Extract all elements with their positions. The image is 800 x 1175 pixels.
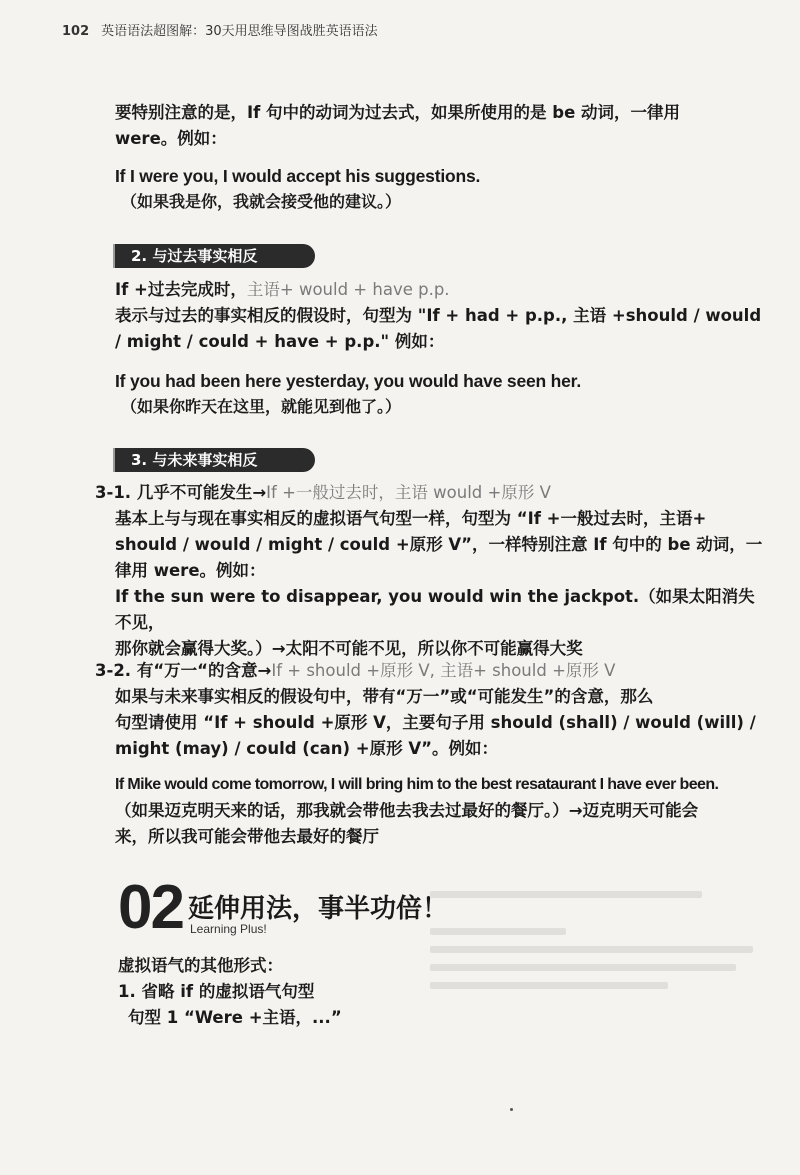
part-number: 02 — [118, 873, 183, 942]
formula-result: 主语+ would + have p.p. — [246, 280, 450, 299]
section-past-body — [115, 277, 770, 355]
subsection-3-2-line1: 如果与未来事实相反的假设句中，带有“万一”或“可能发生”的含意，那么 — [115, 687, 654, 706]
part-02-body — [118, 953, 773, 1031]
subsection-3-2-example — [115, 772, 770, 850]
subsection-3-1-line2: should / would / might / could +原形 V”，一样特别注意 If 句中的 be 动词，一 — [115, 535, 763, 554]
subsection-3-2-line3: might (may) / could (can) +原形 V”。例如： — [115, 739, 498, 758]
section-past-desc-line1: 表示与过去的事实相反的假设时，句型为 "If + had + p.p., 主语 +should / would — [115, 306, 762, 325]
subsection-3-2-example-chinese-line1: （如果迈克明天来的话，那我就会带他去我去过最好的餐厅。）→迈克明天可能会 — [115, 801, 699, 820]
section-past-example — [115, 368, 770, 420]
part-02-lead: 虚拟语气的其他形式： — [118, 956, 283, 975]
section-past-desc-line2: / might / could + have + p.p." 例如： — [115, 332, 445, 351]
part-subtitle: Learning Plus! — [190, 922, 267, 936]
formula-condition: If +过去完成时， — [115, 280, 247, 299]
section-past-example-english: If you had been here yesterday, you would have seen her. — [115, 371, 581, 391]
subsection-3-1-line5: 那你就会赢得大奖。）→太阳不可能不见，所以你不可能赢得大奖 — [115, 639, 583, 658]
intro-note-line1: 要特别注意的是，If 句中的动词为过去式，如果所使用的是 be 动词，一律用 — [115, 103, 681, 122]
subsection-3-1-label: 3-1. 几乎不可能发生→ — [95, 483, 267, 502]
subsection-3-2-label: 3-2. 有“万一“的含意→ — [95, 661, 272, 680]
intro-example-english: If I were you, I would accept his suggestions. — [115, 166, 481, 186]
part-02-item1: 1. 省略 if 的虚拟语气句型 — [118, 982, 315, 1001]
section-past-example-chinese: （如果你昨天在这里，就能见到他了。） — [121, 397, 402, 416]
book-title: 英语语法超图解：30天用思维导图战胜英语语法 — [101, 24, 378, 39]
section-badge-future: 3. 与未来事实相反 — [115, 448, 315, 472]
section-badge-past: 2. 与过去事实相反 — [115, 244, 315, 268]
section-past-formula — [115, 277, 770, 303]
subsection-3-2-title — [95, 658, 775, 684]
intro-example-chinese: （如果我是你，我就会接受他的建议。） — [121, 192, 402, 211]
intro-note — [115, 100, 770, 152]
subsection-3-1-title — [95, 480, 775, 506]
subsection-3-1-formula: If +一般过去时，主语 would +原形 V — [266, 483, 551, 502]
subsection-3-1-body — [115, 506, 770, 662]
intro-note-line2: were。例如： — [115, 129, 227, 148]
scan-speck — [510, 1108, 513, 1111]
part-title: 延伸用法，事半功倍！ — [188, 894, 449, 924]
subsection-3-2-example-chinese-line2: 来，所以我可能会带他去最好的餐厅 — [115, 827, 379, 846]
page-number: 102 — [62, 24, 90, 39]
part-02-item1-sub: 句型 1 “Were +主语，...” — [128, 1008, 342, 1027]
subsection-3-1-line4: If the sun were to disappear, you would win the jackpot.（如果太阳消失不见， — [115, 587, 755, 632]
subsection-3-2-example-english: If Mike would come tomorrow, I will bring him to the best resataurant I have ever been. — [115, 776, 719, 793]
subsection-3-2-line2: 句型请使用 “If + should +原形 V，主要句子用 should (shall) / would (will) / — [115, 713, 756, 732]
subsection-3-2-formula: If + should +原形 V, 主语+ should +原形 V — [271, 661, 616, 680]
subsection-3-1-line3: 律用 were。例如： — [115, 561, 266, 580]
running-header — [62, 20, 378, 39]
subsection-3-2-body — [115, 684, 770, 762]
intro-example — [115, 163, 770, 215]
subsection-3-1-line1: 基本上与与现在事实相反的虚拟语气句型一样，句型为 “If +一般过去时，主语+ — [115, 509, 707, 528]
part-02-heading — [118, 873, 618, 942]
